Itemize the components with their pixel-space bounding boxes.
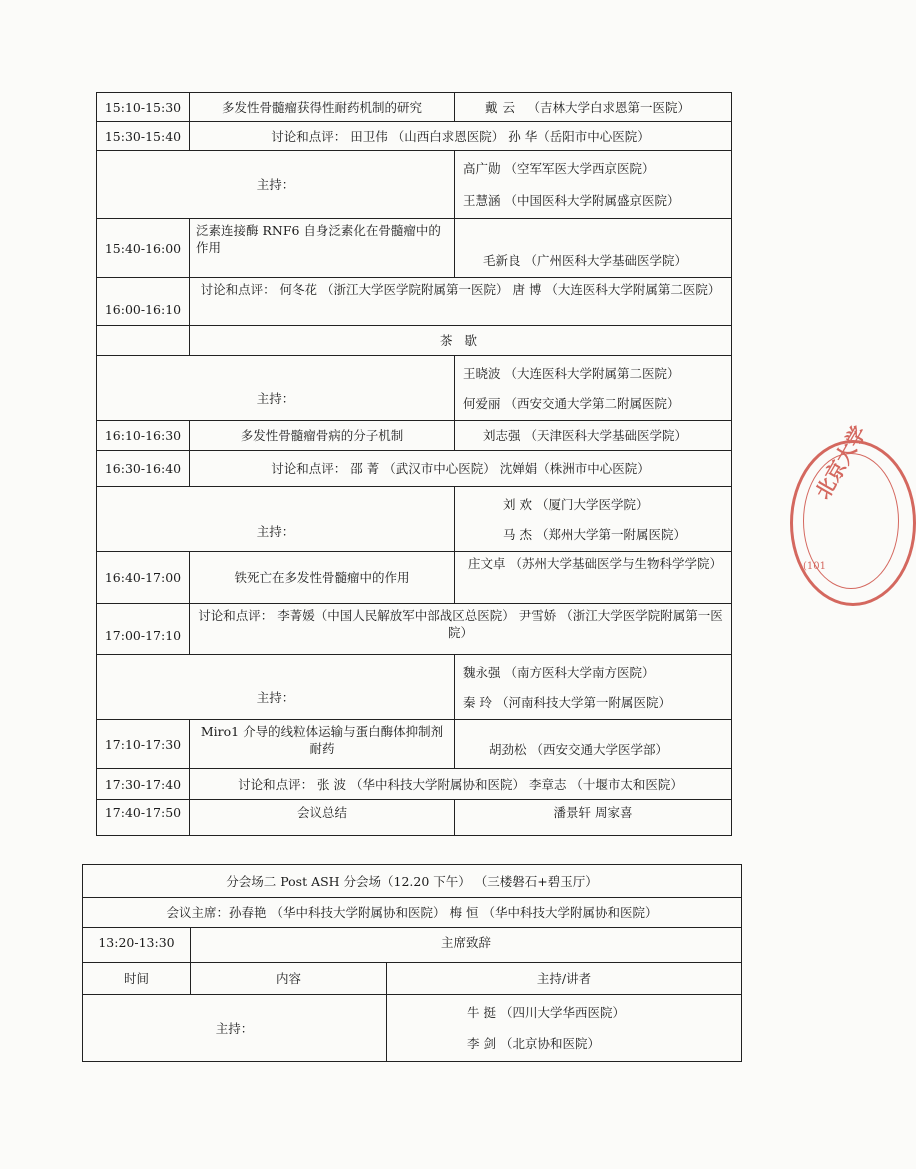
- host-label: 主持：: [96, 486, 455, 552]
- header-host: 主持/讲者: [386, 962, 742, 995]
- time-cell: 13:20-13:30: [82, 927, 191, 963]
- time-cell: 15:30-15:40: [96, 121, 190, 151]
- discussion-cell: 讨论和点评： 邵 菁 （武汉市中心医院） 沈婵娟（株洲市中心医院）: [189, 450, 732, 487]
- time-cell: 16:10-16:30: [96, 420, 190, 451]
- discussion-cell: 讨论和点评： 张 波 （华中科技大学附属协和医院） 李章志 （十堰市太和医院）: [189, 768, 732, 800]
- discussion-cell: 讨论和点评： 李菁媛（中国人民解放军中部战区总医院） 尹雪娇 （浙江大学医学院附属第一医院）: [189, 603, 732, 655]
- talk-title: 多发性骨髓瘤获得性耐药机制的研究: [189, 92, 455, 122]
- discussion-cell: 讨论和点评： 田卫伟 （山西白求恩医院） 孙 华（岳阳市中心医院）: [189, 121, 732, 151]
- time-cell: 16:40-17:00: [96, 551, 190, 604]
- talk-title: Miro1 介导的线粒体运输与蛋白酶体抑制剂耐药: [189, 719, 455, 769]
- time-cell: 15:40-16:00: [96, 218, 190, 278]
- seal-code: (101: [803, 561, 826, 572]
- host-list: [454, 486, 732, 552]
- host-person: 王慧涵 （中国医科大学附属盛京医院）: [463, 192, 680, 208]
- tea-break: 茶 歇: [189, 325, 732, 356]
- talk-title: 铁死亡在多发性骨髓瘤中的作用: [189, 551, 455, 604]
- host-label: 主持：: [96, 355, 455, 421]
- time-cell: 17:00-17:10: [96, 603, 190, 655]
- host-person: 马 杰 （郑州大学第一附属医院）: [503, 526, 686, 542]
- host-list: [454, 150, 732, 219]
- host-person: 魏永强 （南方医科大学南方医院）: [463, 664, 655, 680]
- speaker-cell: 刘志强 （天津医科大学基础医学院）: [454, 420, 732, 451]
- host-person: 牛 挺 （四川大学华西医院）: [467, 1005, 625, 1020]
- host-person: 刘 欢 （厦门大学医学院）: [503, 496, 649, 512]
- speaker-cell: 毛新良 （广州医科大学基础医学院）: [454, 218, 732, 278]
- seal-text: 北京大学: [810, 421, 872, 503]
- host-label: 主持：: [82, 994, 387, 1062]
- host-list: [386, 994, 742, 1062]
- speaker-cell: [454, 92, 732, 122]
- header-content: 内容: [190, 962, 387, 995]
- speaker-affiliation: （吉林大学白求恩第一医院）: [527, 99, 690, 115]
- host-list: [454, 654, 732, 720]
- speaker-cell: 潘景轩 周家喜: [454, 799, 732, 836]
- schedule-table-1: [96, 92, 732, 836]
- host-label: 主持：: [96, 150, 455, 219]
- talk-title: 多发性骨髓瘤骨病的分子机制: [189, 420, 455, 451]
- time-cell: 16:00-16:10: [96, 277, 190, 326]
- official-seal: [790, 421, 916, 606]
- host-person: 李 剑 （北京协和医院）: [467, 1036, 600, 1051]
- time-cell: 17:10-17:30: [96, 719, 190, 769]
- time-cell: 15:10-15:30: [96, 92, 190, 122]
- time-cell: 17:40-17:50: [96, 799, 190, 836]
- host-person: 何爱丽 （西安交通大学第二附属医院）: [463, 395, 680, 411]
- talk-title: 泛素连接酶 RNF6 自身泛素化在骨髓瘤中的作用: [189, 218, 455, 278]
- speaker-name: 戴 云: [485, 99, 516, 115]
- speaker-cell: 庄文卓 （苏州大学基础医学与生物科学学院）: [454, 551, 732, 604]
- empty-cell: [96, 325, 190, 356]
- host-label: 主持：: [96, 654, 455, 720]
- header-time: 时间: [82, 962, 191, 995]
- discussion-cell: 讨论和点评： 何冬花 （浙江大学医学院附属第一医院） 唐 博 （大连医科大学附属第二医院）: [189, 277, 732, 326]
- host-person: 王晓波 （大连医科大学附属第二医院）: [463, 365, 680, 381]
- host-person: 高广勋 （空军军医大学西京医院）: [463, 161, 655, 177]
- time-cell: 16:30-16:40: [96, 450, 190, 487]
- schedule-table-2: [82, 864, 742, 1062]
- session-title: 分会场二 Post ASH 分会场（12.20 下午） （三楼磐石+碧玉厅）: [82, 864, 742, 898]
- session-chairs: 会议主席：孙春艳 （华中科技大学附属协和医院） 梅 恒 （华中科技大学附属协和医院）: [82, 897, 742, 928]
- opening-remarks: 主席致辞: [190, 927, 742, 963]
- host-person: 秦 玲 （河南科技大学第一附属医院）: [463, 694, 671, 710]
- speaker-cell: 胡劲松 （西安交通大学医学部）: [454, 719, 732, 769]
- talk-title: 会议总结: [189, 799, 455, 836]
- host-list: [454, 355, 732, 421]
- time-cell: 17:30-17:40: [96, 768, 190, 800]
